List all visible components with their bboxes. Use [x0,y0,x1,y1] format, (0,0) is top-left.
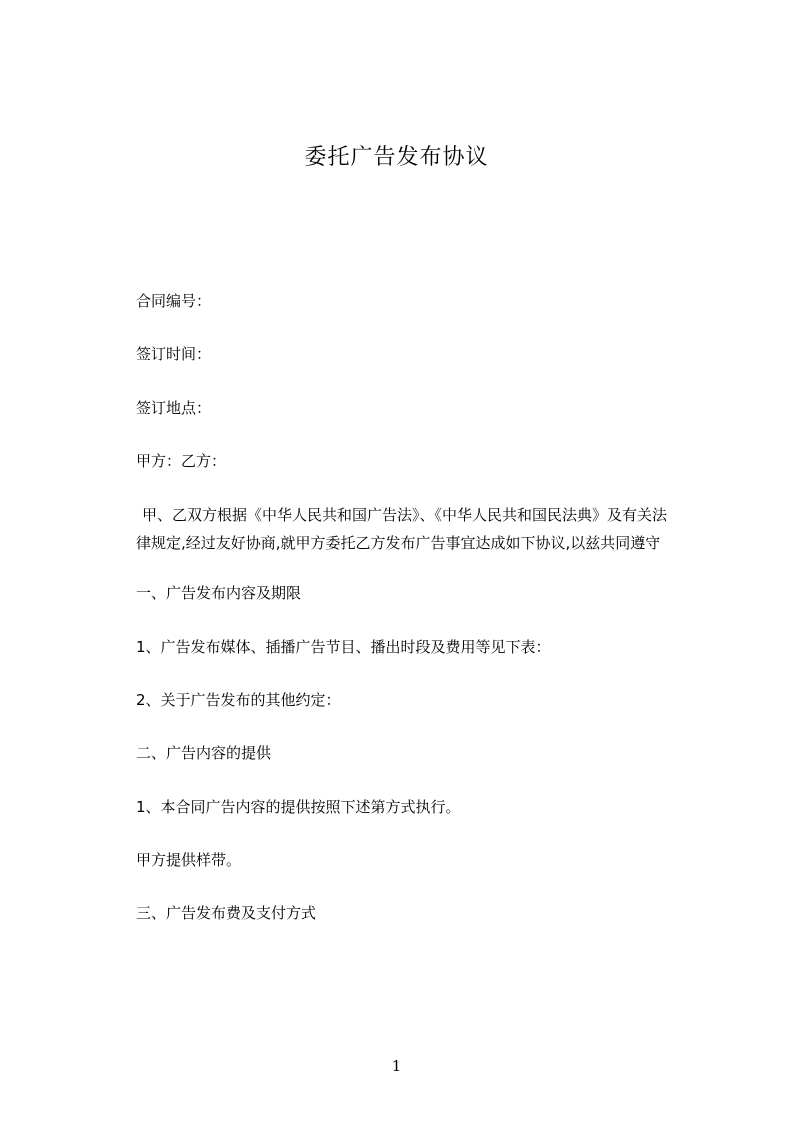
section-3-heading: 三、广告发布费及支付方式 [136,904,317,922]
contract-number-field: 合同编号： [136,292,212,310]
parties-field: 甲方：乙方： [136,452,227,470]
section-1-heading: 一、广告发布内容及期限 [136,584,302,602]
intro-line-2: 律规定,经过友好协商,就甲方委托乙方发布广告事宜达成如下协议,以兹共同遵守 [136,534,661,552]
intro-line-1: 甲、乙双方根据《中华人民共和国广告法》、《中华人民共和国民法典》及有关法 [142,506,668,524]
page-number: 1 [391,1057,402,1075]
sign-time-field: 签订时间： [136,345,212,363]
section-2-item-1-detail: 甲方提供样带。 [136,851,242,869]
section-1-item-1: 1、广告发布媒体、插播广告节目、播出时段及费用等见下表： [136,638,551,656]
section-1-item-2: 2、关于广告发布的其他约定： [136,691,341,709]
section-2-item-1: 1、本合同广告内容的提供按照下述第方式执行。 [136,798,461,816]
sign-place-field: 签订地点： [136,399,212,417]
intro-paragraph [136,501,666,557]
section-2-heading: 二、广告内容的提供 [136,744,272,762]
document-title: 委托广告发布协议 [304,145,489,170]
